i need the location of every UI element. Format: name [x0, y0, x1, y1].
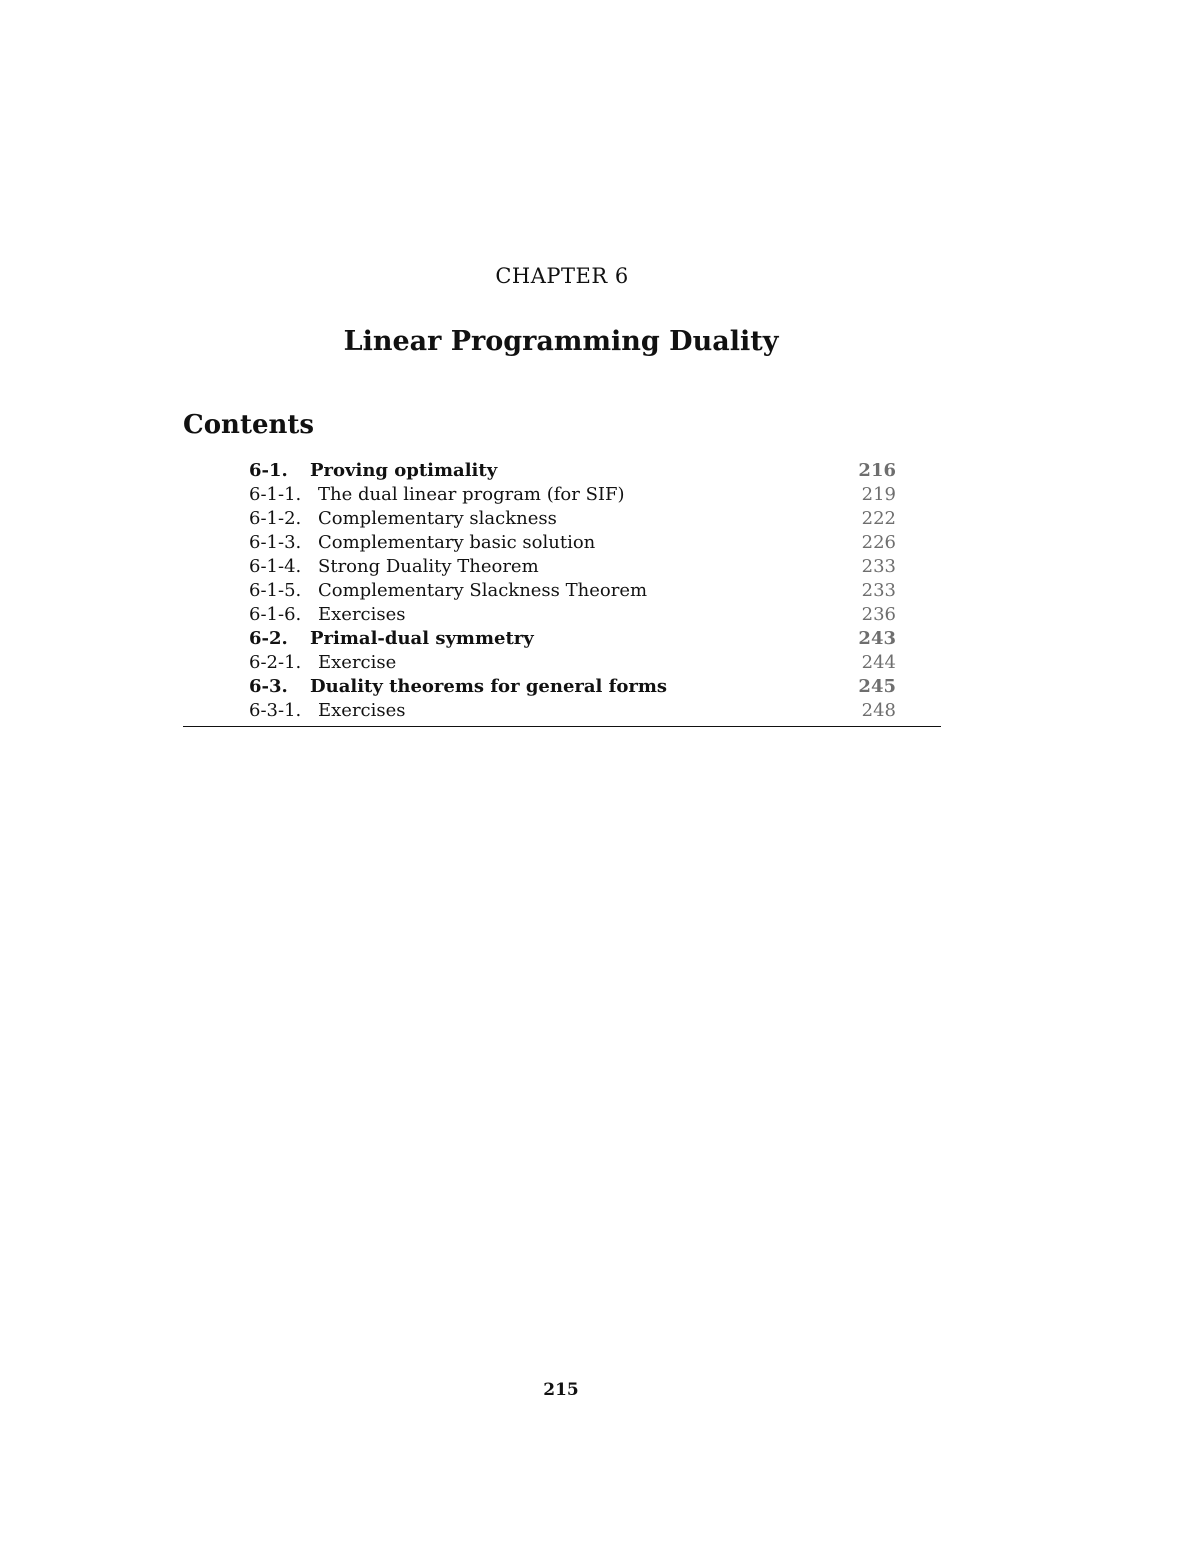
- toc-entry-title[interactable]: Strong Duality Theorem: [318, 556, 539, 577]
- toc-entry-page-link[interactable]: 243: [858, 628, 896, 649]
- toc-entry-title[interactable]: Primal-dual symmetry: [310, 628, 534, 649]
- toc-entry-title[interactable]: Exercises: [318, 604, 406, 625]
- toc-entry-page-link[interactable]: 236: [861, 604, 896, 625]
- toc-entry-number: 6-1-6.: [249, 604, 302, 625]
- toc-entry[interactable]: [183, 483, 941, 507]
- toc-entry-title[interactable]: Complementary basic solution: [318, 532, 596, 553]
- toc-entry[interactable]: [183, 627, 941, 651]
- toc-entry-page-link[interactable]: 248: [861, 700, 896, 721]
- toc-entry-number: 6-1-3.: [249, 532, 302, 553]
- toc-entry-title[interactable]: The dual linear program (for SIF): [318, 484, 625, 505]
- toc-entry-page-link[interactable]: 233: [861, 580, 896, 601]
- toc-entry-title[interactable]: Duality theorems for general forms: [310, 676, 668, 697]
- toc-entry-title[interactable]: Exercise: [318, 652, 397, 673]
- toc-entry[interactable]: [183, 507, 941, 531]
- toc-entry-number: 6-3-1.: [249, 700, 302, 721]
- toc-entry-number: 6-2-1.: [249, 652, 302, 673]
- page-number: 215: [543, 1380, 579, 1400]
- toc-entry-title[interactable]: Complementary slackness: [318, 508, 557, 529]
- contents-heading: Contents: [183, 410, 315, 440]
- toc-entry[interactable]: [183, 579, 941, 603]
- toc-entry[interactable]: [183, 555, 941, 579]
- toc-entry-title[interactable]: Proving optimality: [310, 460, 498, 481]
- toc-entry[interactable]: [183, 651, 941, 675]
- toc-entry[interactable]: [183, 459, 941, 483]
- toc-entry-number: 6-2.: [249, 628, 288, 649]
- toc-entry-page-link[interactable]: 222: [861, 508, 896, 529]
- table-of-contents: [183, 459, 941, 727]
- toc-entry-number: 6-1-2.: [249, 508, 302, 529]
- toc-entry-page-link[interactable]: 216: [858, 460, 896, 481]
- toc-entry-page-link[interactable]: 244: [861, 652, 896, 673]
- toc-entry-page-link[interactable]: 226: [861, 532, 896, 553]
- chapter-label: CHAPTER 6: [495, 264, 629, 288]
- chapter-title: Linear Programming Duality: [343, 326, 779, 357]
- toc-entry-number: 6-1-5.: [249, 580, 302, 601]
- toc-entry-number: 6-3.: [249, 676, 288, 697]
- toc-entry-number: 6-1-1.: [249, 484, 302, 505]
- toc-entry-page-link[interactable]: 233: [861, 556, 896, 577]
- toc-entry-title[interactable]: Complementary Slackness Theorem: [318, 580, 648, 601]
- toc-entry[interactable]: [183, 675, 941, 699]
- toc-entry-number: 6-1-4.: [249, 556, 302, 577]
- toc-entry[interactable]: [183, 699, 941, 723]
- toc-entry-page-link[interactable]: 219: [861, 484, 896, 505]
- toc-entry[interactable]: [183, 531, 941, 555]
- toc-entry-title[interactable]: Exercises: [318, 700, 406, 721]
- toc-entry-number: 6-1.: [249, 460, 288, 481]
- toc-entry-page-link[interactable]: 245: [858, 676, 896, 697]
- toc-entry[interactable]: [183, 603, 941, 627]
